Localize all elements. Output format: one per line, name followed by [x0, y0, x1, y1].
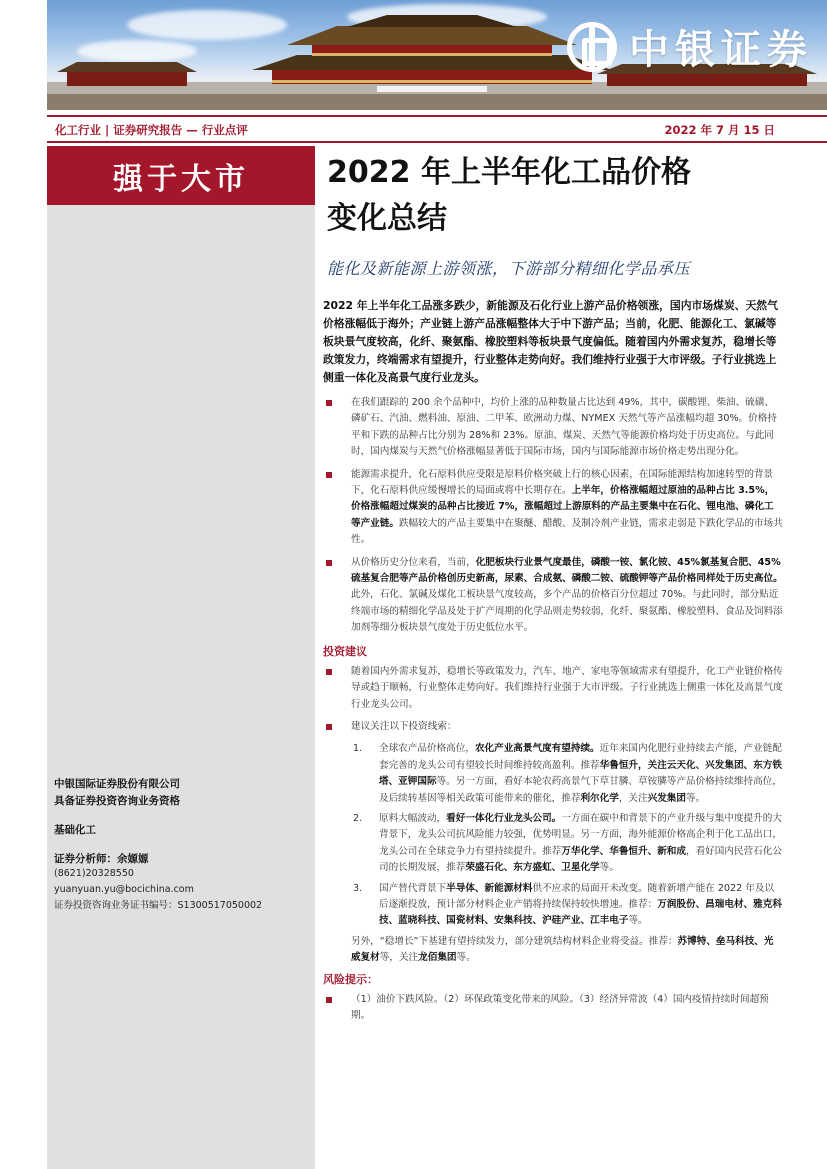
sidebar-info: [54, 776, 309, 914]
report-date: 2022 年 7 月 15 日: [664, 123, 775, 137]
bullet-square-icon: [326, 560, 332, 566]
certificate-number: 证券投资咨询业务证书编号：S1300517050002: [54, 900, 263, 911]
risk-heading: 风险提示：: [323, 972, 378, 986]
bullet-square-icon: [326, 669, 332, 675]
license-text: 具备证券投资咨询业务资格: [54, 795, 180, 807]
title-line-2: 变化总结: [327, 201, 447, 236]
numbered-item: 1. 全球农产品价格高位，农化产业高景气度有望持续。近年来国内化肥行业持续去产能，产业链配套完善的龙头公司有望较长时间维持较高盈利。推荐华鲁恒升，关注云天化、兴发集团、东方铁塔、亚钾国际等。另一方面，看好本轮农药高景气下草甘膦、草铵膦等产品价格持续维持高位，及后续转基因等相关政策可能带来的催化，推荐利尔化学，关注兴发集团等。: [353, 743, 782, 804]
bullet-item: 从价格历史分位来看，当前，化肥板块行业景气度最佳，磷酸一铵、氯化铵、45%氯基复合肥、45%硫基复合肥等产品价格创历史新高，尿素、合成氨、磷酸二铵、硫酸钾等产品价格同样处于历史高位。此外，石化、氯碱及煤化工板块景气度较高，多个产品的价格百分位超过 70%。与此同时，部分贴近终端市场的精细化学品及处于扩产周期的化学品则走势较弱，化纤、聚氨酯、橡胶塑料、食品及饲料添加剂等细分板块景气度处于历史低位水平。: [323, 555, 783, 637]
report-subtitle: 能化及新能源上游领涨，下游部分精细化学品承压: [327, 259, 691, 278]
extra-paragraph: 另外，“稳增长”下基建有望持续发力，部分建筑结构材料企业将受益。推荐：苏博特、垒马科技、光威复材等，关注龙佰集团等。: [351, 935, 774, 964]
bullet-item: 随着国内外需求复苏，稳增长等政策发力，汽车、地产、家电等领域需求有望提升，化工产业链价格传导或趋于顺畅，行业整体走势向好。我们维持行业强于大市评级。子行业挑选上侧重一体化及高景气度行业龙头公司。: [323, 664, 783, 713]
numbered-item: 2. 原料大幅波动，看好一体化行业龙头公司。一方面在碳中和背景下的产业升级与集中度提升的大背景下，龙头公司抗风险能力较强，优势明显。另一方面，海外能源价格高企利于化工品出口，龙头公司在全球竞争力有望持续提升。推荐万华化学、华鲁恒升、新和成，看好国内民营石化公司的长期发展，推荐荣盛石化、东方盛虹、卫星化学等。: [353, 812, 782, 874]
analyst-name: 证券分析师：余嫄嫄: [54, 853, 149, 865]
numbered-item: 3. 国产替代背景下半导体、新能源材料供不应求的局面开未改变。随着新增产能在 2022 年及以后逐渐投放，预计部分材料企业产销将持续保持较快增速。推荐：万润股份、昌瑞电材、雅克科技、蓝晓科技、国瓷材料、安集科技、沪硅产业、江丰电子等。: [353, 882, 782, 927]
rating-badge: [47, 146, 315, 205]
analyst-email: yuanyuan.yu@bocichina.com: [54, 884, 194, 895]
sidebar-panel: [47, 205, 315, 1169]
bullet-square-icon: [326, 724, 332, 730]
sector-label: 基础化工: [54, 824, 96, 836]
bullet-item: 在我们跟踪的 200 余个品种中，均价上涨的品种数量占比达到 49%，其中，碳酸锂、柴油、硫磺、磷矿石、汽油、燃料油、原油、二甲苯、欧洲动力煤、NYMEX 天然气等产品涨幅均超 30%。价格持平和下跌的品种占比分别为 28%和 23%。原油、煤炭、天然气等能源价格均处于历史高位。与此同时，国内煤炭与天然气价格涨幅显著低于国际市场，国内与国际能源市场价格走势出现分化。: [323, 395, 783, 461]
analyst-phone: (8621)20328550: [54, 868, 134, 879]
bullet-square-icon: [326, 472, 332, 478]
summary-paragraph: 2022 年上半年化工品涨多跌少，新能源及石化行业上游产品价格领涨，国内市场煤炭、天然气价格涨幅低于海外；产业链上游产品涨幅整体大于中下游产品；当前，化肥、能源化工、氯碱等板块景气度较高，化纤、聚氨酯、橡胶塑料等板块景气度偏低。随着国内外需求复苏，稳增长等政策发力，终端需求有望提升，行业整体走势向好。我们维持行业强于大市评级。子行业挑选上侧重一体化及高景气度行业龙头。: [323, 299, 778, 384]
header-banner: [47, 0, 827, 110]
bullet-item: 建议关注以下投资线索：: [323, 719, 783, 735]
company-name: 中银国际证券股份有限公司: [54, 778, 180, 790]
report-header-bar: [47, 115, 827, 143]
bullet-square-icon: [326, 997, 332, 1003]
main-content: [323, 297, 783, 1030]
invest-heading: 投资建议: [323, 644, 367, 658]
brand-name: 中银证券: [629, 26, 813, 73]
bullet-item: （1）油价下跌风险。（2）环保政策变化带来的风险。（3）经济异常波（4）国内疫情持续时间超预期。: [323, 992, 783, 1025]
title-line-1: 2022 年上半年化工品价格: [327, 155, 691, 190]
bullet-item: 能源需求提升，化石原料供应受限是原料价格突破上行的核心因素，在国际能源结构加速转型的背景下，化石原料供应缓慢增长的局面或将中长期存在。上半年，价格涨幅超过原油的品种占比 3.5%，价格涨幅超过煤炭的品种占比接近 7%，涨幅超过上游原料的产品主要集中在石化、锂电池、磷化工等产业链。跌幅较大的产品主要集中在聚醚、醋酸、及制冷剂产业链，需求走弱是下跌化学品的市场共性。: [323, 467, 783, 549]
bullet-square-icon: [326, 400, 332, 406]
report-title: [327, 150, 797, 242]
boc-logo-icon: [567, 22, 617, 72]
rating-label: 强于大市: [113, 161, 249, 197]
left-margin: [0, 0, 47, 1169]
breadcrumb: 化工行业 | 证券研究报告 — 行业点评: [55, 123, 248, 137]
brand-logo: [567, 18, 813, 75]
